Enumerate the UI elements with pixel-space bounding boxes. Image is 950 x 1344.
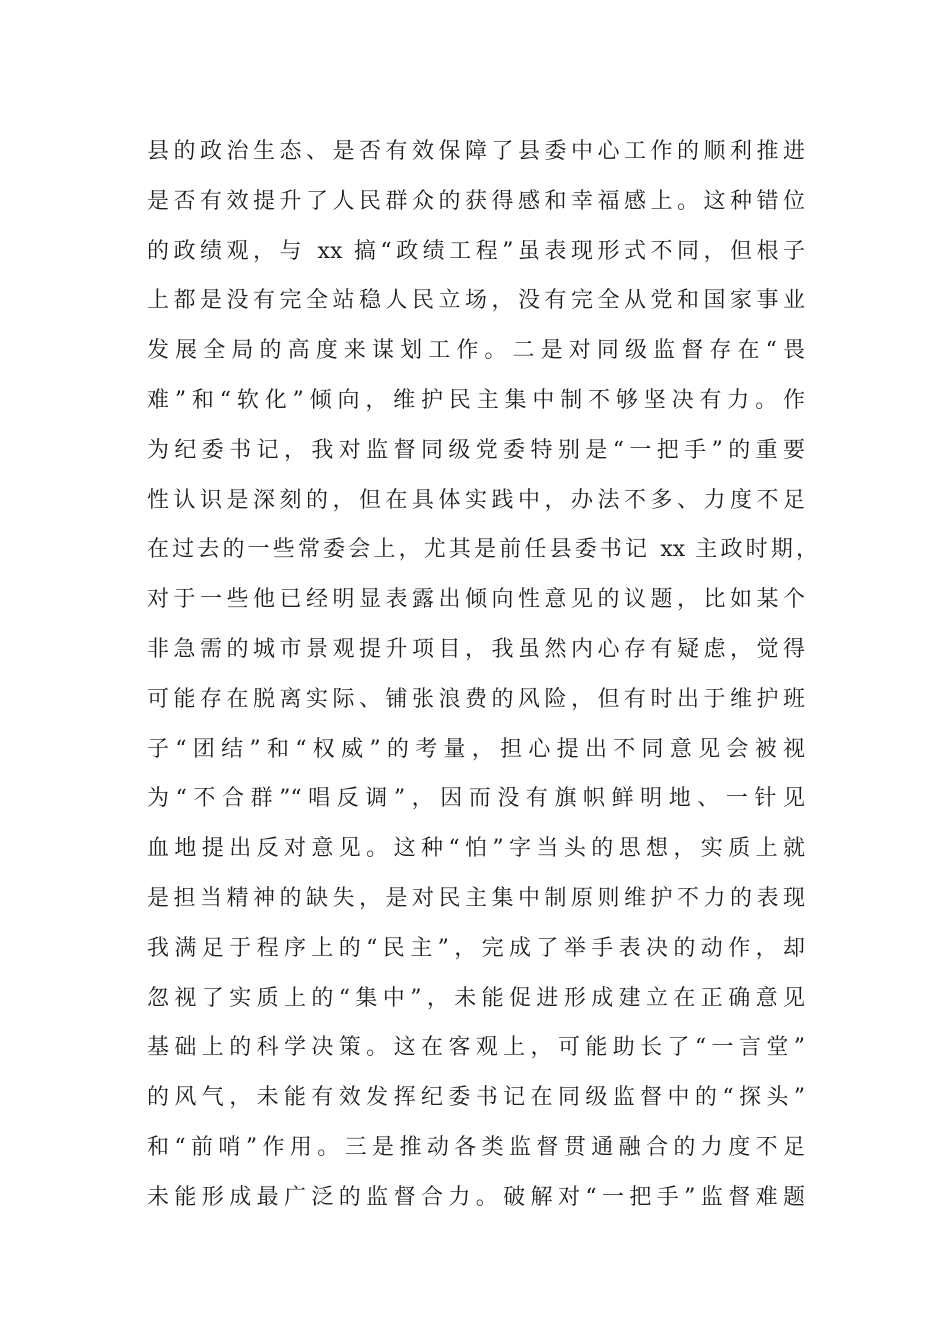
text-line: 在过去的一些常委会上，尤其是前任县委书记 xx 主政时期， <box>147 537 818 563</box>
text-line: 对于一些他已经明显表露出倾向性意见的议题，比如某个 <box>147 587 805 613</box>
text-line: 难”和“软化”倾向，维护民主集中制不够坚决有力。作 <box>147 387 805 413</box>
text-line: 忽视了实质上的“集中”，未能促进形成建立在正确意见 <box>147 985 805 1011</box>
body-text <box>147 127 818 1223</box>
text-line: 县的政治生态、是否有效保障了县委中心工作的顺利推进 <box>147 139 805 164</box>
text-line: 是担当精神的缺失，是对民主集中制原则维护不力的表现 <box>147 885 805 911</box>
text-line: 和“前哨”作用。三是推动各类监督贯通融合的力度不足 <box>147 1134 805 1160</box>
text-line: 上都是没有完全站稳人民立场，没有完全从党和国家事业 <box>147 288 805 314</box>
text-line: 基础上的科学决策。这在客观上，可能助长了“一言堂” <box>147 1035 805 1061</box>
text-line: 可能存在脱离实际、铺张浪费的风险，但有时出于维护班 <box>147 686 805 712</box>
text-line: 非急需的城市景观提升项目，我虽然内心存有疑虑，觉得 <box>147 636 805 662</box>
text-line: 性认识是深刻的，但在具体实践中，办法不多、力度不足 <box>147 487 805 513</box>
text-line: 为“不合群”“唱反调”，因而没有旗帜鲜明地、一针见 <box>147 786 805 812</box>
text-line: 我满足于程序上的“民主”，完成了举手表决的动作，却 <box>147 935 805 961</box>
text-line: 发展全局的高度来谋划工作。二是对同级监督存在“畏 <box>147 338 805 364</box>
text-line: 的政绩观，与 xx 搞“政绩工程”虽表现形式不同，但根子 <box>147 238 805 264</box>
text-line: 血地提出反对意见。这种“怕”字当头的思想，实质上就 <box>147 836 805 862</box>
text-line: 是否有效提升了人民群众的获得感和幸福感上。这种错位 <box>147 188 805 214</box>
text-line: 的风气，未能有效发挥纪委书记在同级监督中的“探头” <box>147 1085 805 1111</box>
text-line: 子“团结”和“权威”的考量，担心提出不同意见会被视 <box>147 736 805 762</box>
text-line: 为纪委书记，我对监督同级党委特别是“一把手”的重要 <box>147 437 805 463</box>
text-line: 未能形成最广泛的监督合力。破解对“一把手”监督难题 <box>147 1184 805 1210</box>
